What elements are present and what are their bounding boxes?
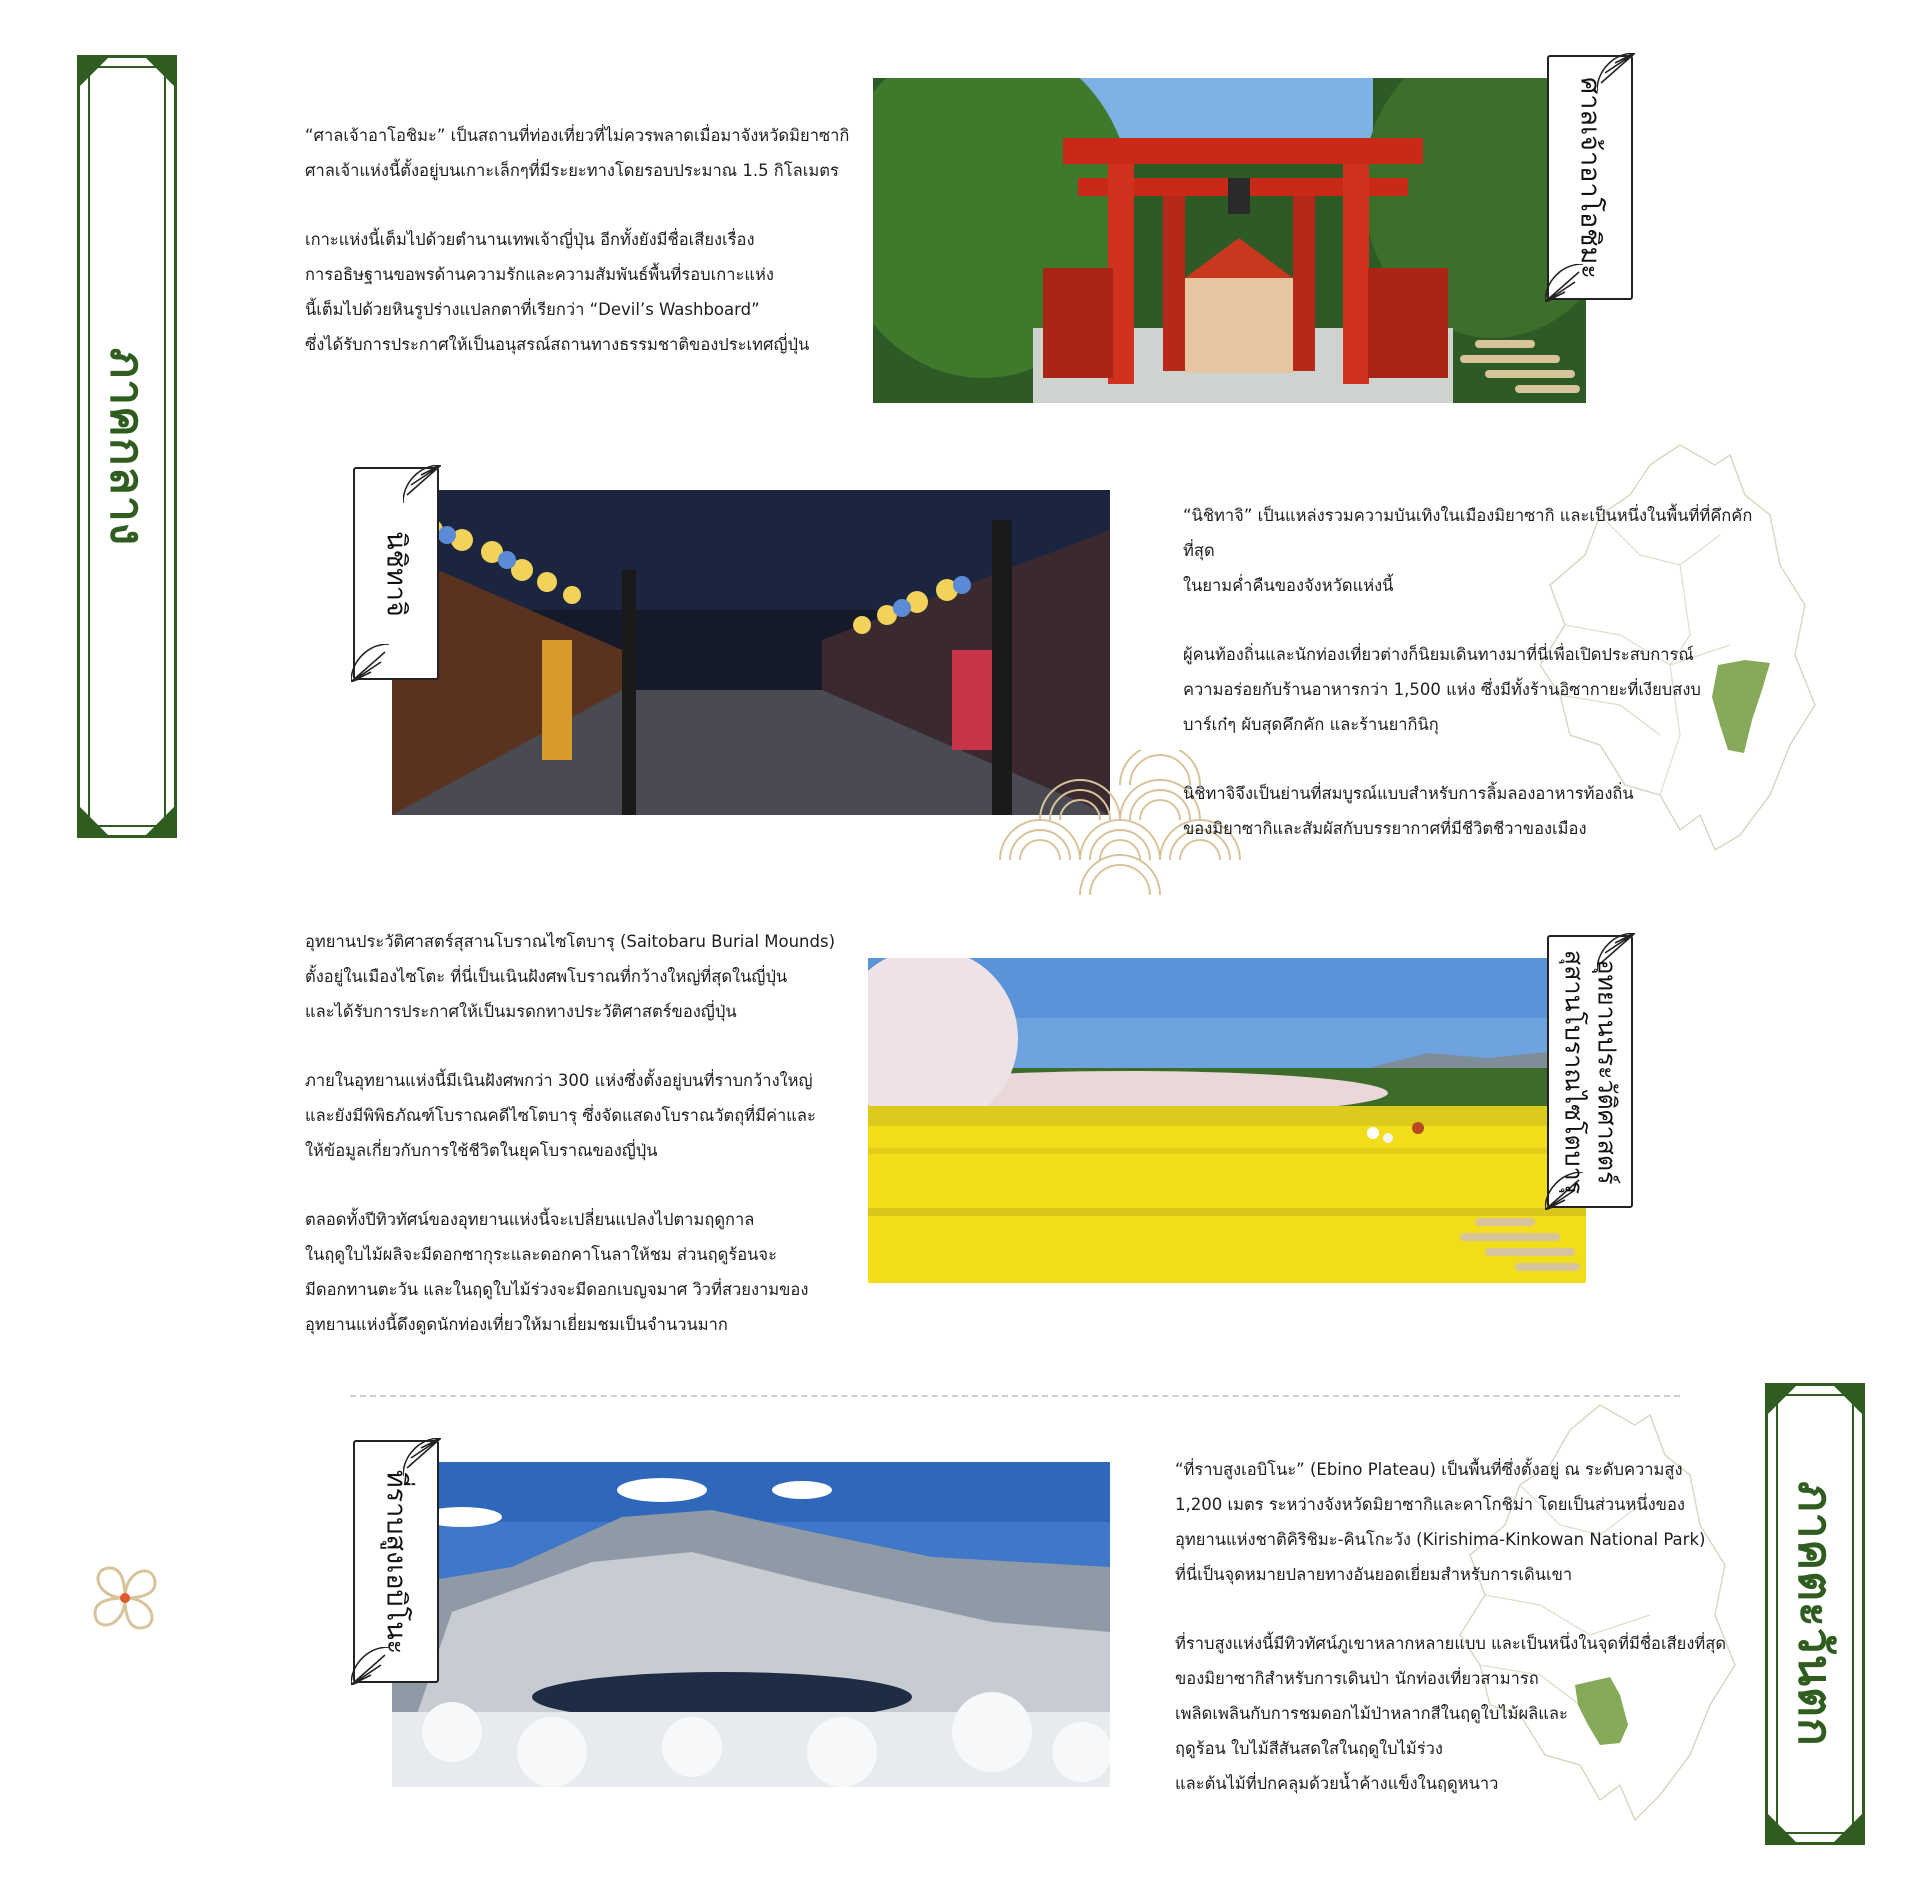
ebino-label-tag [353,1440,439,1683]
text-line: ของมิยาซากิและสัมผัสกับบรรยากาศที่มีชีวิตชีวาของเมือง [1183,819,1587,838]
banner-corner [143,804,177,838]
text-line: ตลอดทั้งปีทิวทัศน์ของอุทยานแห่งนี้จะเปลี่ยนแปลงไปตามฤดูกาล [305,1210,755,1229]
text-line: และยังมีพิพิธภัณฑ์โบราณคดีไซโตบารุ ซึ่งจัดแสดงโบราณวัตถุที่มีค่าและ [305,1106,816,1125]
aoshima-label-tag [1547,55,1633,300]
text-line: และต้นไม้ที่ปกคลุมด้วยน้ำค้างแข็งในฤดูหนาว [1175,1774,1499,1793]
section-divider [350,1395,1680,1397]
paragraph [1175,1452,1765,1592]
text-line: ผู้คนท้องถิ่นและนักท่องเที่ยวต่างก็นิยมเดินทางมาที่นี่เพื่อเปิดประสบการณ์ [1183,645,1694,664]
text-line: เกาะแห่งนี้เต็มไปด้วยตำนานเทพเจ้าญี่ปุ่น อีกทั้งยังมีชื่อเสียงเรื่อง [305,230,755,249]
text-line: อุทยานแห่งชาติคิริชิมะ-คินโกะวัง (Kirishima-Kinkowan National Park) [1175,1530,1706,1549]
ebino-description [1175,1452,1765,1835]
text-line: ของมิยาซากิสำหรับการเดินป่า นักท่องเที่ยวสามารถ [1175,1669,1539,1688]
paragraph [305,118,865,188]
text-line: “นิชิทาจิ” เป็นแหล่งรวมความบันเทิงในเมืองมิยาซากิ และเป็นหนึ่งในพื้นที่ที่คึกคักที่สุด [1183,506,1753,560]
flower-motif-icon [75,1548,175,1648]
region-title: ภาคกลาง [100,347,155,546]
text-line: ตั้งอยู่ในเมืองไซโตะ ที่นี่เป็นเนินฝังศพโบราณที่กว้างใหญ่ที่สุดในญี่ปุ่น [305,967,788,986]
saitobaru-label-tag [1547,935,1633,1208]
text-line: 1,200 เมตร ระหว่างจังหวัดมิยาซากิและคาโกชิม่า โดยเป็นส่วนหนึ่งของ [1175,1495,1685,1514]
text-line: ให้ข้อมูลเกี่ยวกับการใช้ชีวิตในยุคโบราณของญี่ปุ่น [305,1141,658,1160]
saitobaru-description [305,924,865,1376]
tag-label: ที่ราบสูงเอบิโนะ [380,1469,412,1654]
text-line: อุทยานประวัติศาสตร์สุสานโบราณไซโตบารุ (Saitobaru Burial Mounds) [305,932,836,951]
cloud-motif [1455,335,1585,400]
text-line: ในฤดูใบไม้ผลิจะมีดอกซากุระและดอกคาโนลาให้ชม ส่วนฤดูร้อนจะ [305,1245,777,1264]
text-line: “ศาลเจ้าอาโอชิมะ” เป็นสถานที่ท่องเที่ยวที่ไม่ควรพลาดเมื่อมาจังหวัดมิยาซากิ [305,126,850,145]
text-line: ความอร่อยกับร้านอาหารกว่า 1,500 แห่ง ซึ่งมีทั้งร้านอิซากายะที่เงียบสงบ [1183,680,1701,699]
paragraph [1175,1626,1765,1801]
tag-line: สุสานโบราณไซโตบารุ [1560,949,1589,1194]
text-line: เพลิดเพลินกับการชมดอกไม้ป่าหลากสีในฤดูใบไม้ผลิและ [1175,1704,1568,1723]
banner-corner [1831,1811,1865,1845]
paragraph [305,222,865,362]
text-line: “ที่ราบสูงเอบิโนะ” (Ebino Plateau) เป็นพื้นที่ซึ่งตั้งอยู่ ณ ระดับความสูง [1175,1460,1683,1479]
text-line: อุทยานแห่งนี้ดึงดูดนักท่องเที่ยวให้มาเยี่ยมชมเป็นจำนวนมาก [305,1315,728,1334]
tag-label: นิชิทาจิ [380,530,412,617]
text-line: ที่นี่เป็นจุดหมายปลายทางอันยอดเยี่ยมสำหรับการเดินเขา [1175,1565,1573,1584]
text-line: ฤดูร้อน ใบไม้สีสันสดใสในฤดูใบไม้ร่วง [1175,1739,1443,1758]
paragraph [305,1063,865,1168]
text-line: นิชิทาจิจึงเป็นย่านที่สมบูรณ์แบบสำหรับการลิ้มลองอาหารท้องถิ่น [1183,784,1634,803]
banner-corner [1831,1383,1865,1417]
nishitachi-description [1183,498,1783,880]
tag-line: อุทยานประวัติศาสตร์ [1592,958,1622,1185]
paragraph [1183,776,1783,846]
banner-corner [1765,1383,1799,1417]
text-line: นี้เต็มไปด้วยหินรูปร่างแปลกตาที่เรียกว่า “Devil’s Washboard” [305,300,760,319]
fan-icon [351,644,389,682]
text-line: และได้รับการประกาศให้เป็นมรดกทางประวัติศาสตร์ของญี่ปุ่น [305,1002,737,1021]
paragraph [1183,637,1783,742]
text-line: มีดอกทานตะวัน และในฤดูใบไม้ร่วงจะมีดอกเบญจมาศ วิวที่สวยงามของ [305,1280,809,1299]
nishitachi-label-tag [353,467,439,680]
fan-icon [403,465,441,503]
banner-corner [77,55,111,89]
cloud-motif [1455,1213,1585,1278]
paragraph [305,1202,865,1342]
text-line: การอธิษฐานขอพรด้านความรักและความสัมพันธ์พื้นที่รอบเกาะแห่ง [305,265,774,284]
region-banner-central [77,55,177,838]
banner-corner [143,55,177,89]
paragraph [1183,498,1783,603]
region-title: ภาคตะวันตก [1788,1481,1843,1747]
text-line: ที่ราบสูงแห่งนี้มีทิวทัศน์ภูเขาหลากหลายแบบ และเป็นหนึ่งในจุดที่มีชื่อเสียงที่สุด [1175,1634,1727,1653]
aoshima-description [305,118,865,396]
tag-label [1558,949,1623,1193]
banner-corner [1765,1811,1799,1845]
text-line: ภายในอุทยานแห่งนี้มีเนินฝังศพกว่า 300 แห่งซึ่งตั้งอยู่บนที่ราบกว้างใหญ่ [305,1071,813,1090]
region-banner-west [1765,1383,1865,1845]
text-line: ในยามค่ำคืนของจังหวัดแห่งนี้ [1183,576,1394,595]
tag-label: ศาลเจ้าอาโอชิมะ [1574,76,1606,279]
paragraph [305,924,865,1029]
ebino-plateau-photo [392,1462,1110,1787]
banner-corner [77,804,111,838]
text-line: ซึ่งได้รับการประกาศให้เป็นอนุสรณ์สถานทางธรรมชาติของประเทศญี่ปุ่น [305,335,810,354]
text-line: บาร์เก๋ๆ ผับสุดคึกคัก และร้านยากินิกุ [1183,715,1439,734]
text-line: ศาลเจ้าแห่งนี้ตั้งอยู่บนเกาะเล็กๆที่มีระยะทางโดยรอบประมาณ 1.5 กิโลเมตร [305,161,839,180]
